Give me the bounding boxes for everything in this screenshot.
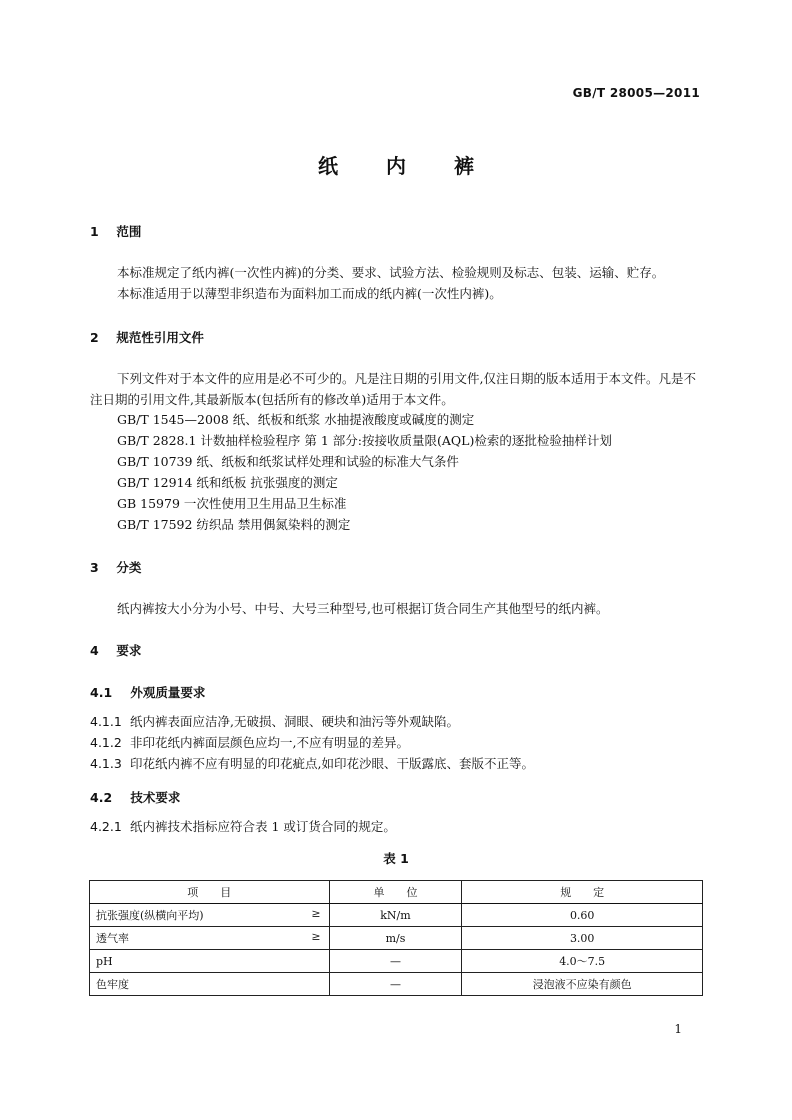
cell-unit: — bbox=[329, 973, 462, 996]
clause-item: 4.2.1 纸内裤技术指标应符合表 1 或订货合同的规定。 bbox=[90, 819, 396, 834]
section-1-paragraph: 本标准适用于以薄型非织造布为面料加工而成的纸内裤(一次性内裤)。 bbox=[117, 286, 502, 301]
cell-item: 色牢度 bbox=[90, 973, 330, 996]
table-caption: 表 1 bbox=[383, 851, 409, 866]
section-3-heading: 3 分类 bbox=[90, 560, 142, 575]
standard-number: GB/T 28005—2011 bbox=[572, 86, 700, 100]
table-row bbox=[90, 973, 703, 996]
clause-item: 4.1.3 印花纸内裤不应有明显的印花疵点,如印花沙眼、干版露底、套版不正等。 bbox=[90, 756, 534, 771]
cell-unit: m/s bbox=[329, 927, 462, 950]
section-4-2-heading: 4.2 技术要求 bbox=[90, 790, 181, 805]
clause-item: 4.1.2 非印花纸内裤面层颜色应均一,不应有明显的差异。 bbox=[90, 735, 409, 750]
header-unit: 单 位 bbox=[329, 881, 462, 904]
section-1-heading: 1 范围 bbox=[90, 224, 142, 239]
cell-spec: 浸泡液不应染有颜色 bbox=[462, 973, 703, 996]
header-spec: 规 定 bbox=[462, 881, 703, 904]
reference-item: GB/T 17592 纺织品 禁用偶氮染料的测定 bbox=[117, 517, 351, 532]
ge-symbol: ≥ bbox=[311, 907, 321, 920]
table-row bbox=[90, 950, 703, 973]
ge-symbol: ≥ bbox=[311, 930, 321, 943]
cell-spec: 4.0～7.5 bbox=[462, 950, 703, 973]
reference-item: GB/T 2828.1 计数抽样检验程序 第 1 部分:按接收质量限(AQL)检索的逐批检验抽样计划 bbox=[117, 433, 612, 448]
reference-item: GB 15979 一次性使用卫生用品卫生标准 bbox=[117, 496, 347, 511]
page-number: 1 bbox=[674, 1022, 682, 1036]
table-row bbox=[90, 927, 703, 950]
section-2-heading: 2 规范性引用文件 bbox=[90, 330, 204, 345]
section-4-1-heading: 4.1 外观质量要求 bbox=[90, 685, 206, 700]
document-title bbox=[0, 150, 792, 179]
header-item: 项 目 bbox=[90, 881, 330, 904]
cell-item: 抗张强度(纵横向平均) ≥ bbox=[90, 904, 330, 927]
cell-spec: 0.60 bbox=[462, 904, 703, 927]
spec-table bbox=[89, 880, 703, 996]
title-char: 纸 bbox=[318, 154, 338, 178]
section-1-paragraph: 本标准规定了纸内裤(一次性内裤)的分类、要求、试验方法、检验规则及标志、包装、运输、贮存。 bbox=[117, 265, 665, 280]
table-header-row bbox=[90, 881, 703, 904]
cell-item: pH bbox=[90, 950, 330, 973]
section-3-paragraph: 纸内裤按大小分为小号、中号、大号三种型号,也可根据订货合同生产其他型号的纸内裤。 bbox=[117, 601, 609, 616]
cell-item: 透气率 ≥ bbox=[90, 927, 330, 950]
clause-item: 4.1.1 纸内裤表面应洁净,无破损、洞眼、硬块和油污等外观缺陷。 bbox=[90, 714, 459, 729]
section-2-intro: 下列文件对于本文件的应用是必不可少的。凡是注日期的引用文件,仅注日期的版本适用于本文件。凡是不注日期的引用文件,其最新版本(包括所有的修改单)适用于本文件。 bbox=[90, 371, 696, 407]
reference-item: GB/T 10739 纸、纸板和纸浆试样处理和试验的标准大气条件 bbox=[117, 454, 459, 469]
title-char: 裤 bbox=[454, 154, 474, 178]
table-row bbox=[90, 904, 703, 927]
title-char: 内 bbox=[386, 154, 406, 178]
reference-item: GB/T 1545—2008 纸、纸板和纸浆 水抽提液酸度或碱度的测定 bbox=[117, 412, 475, 427]
cell-spec: 3.00 bbox=[462, 927, 703, 950]
cell-unit: kN/m bbox=[329, 904, 462, 927]
cell-unit: — bbox=[329, 950, 462, 973]
reference-item: GB/T 12914 纸和纸板 抗张强度的测定 bbox=[117, 475, 338, 490]
section-4-heading: 4 要求 bbox=[90, 643, 142, 658]
